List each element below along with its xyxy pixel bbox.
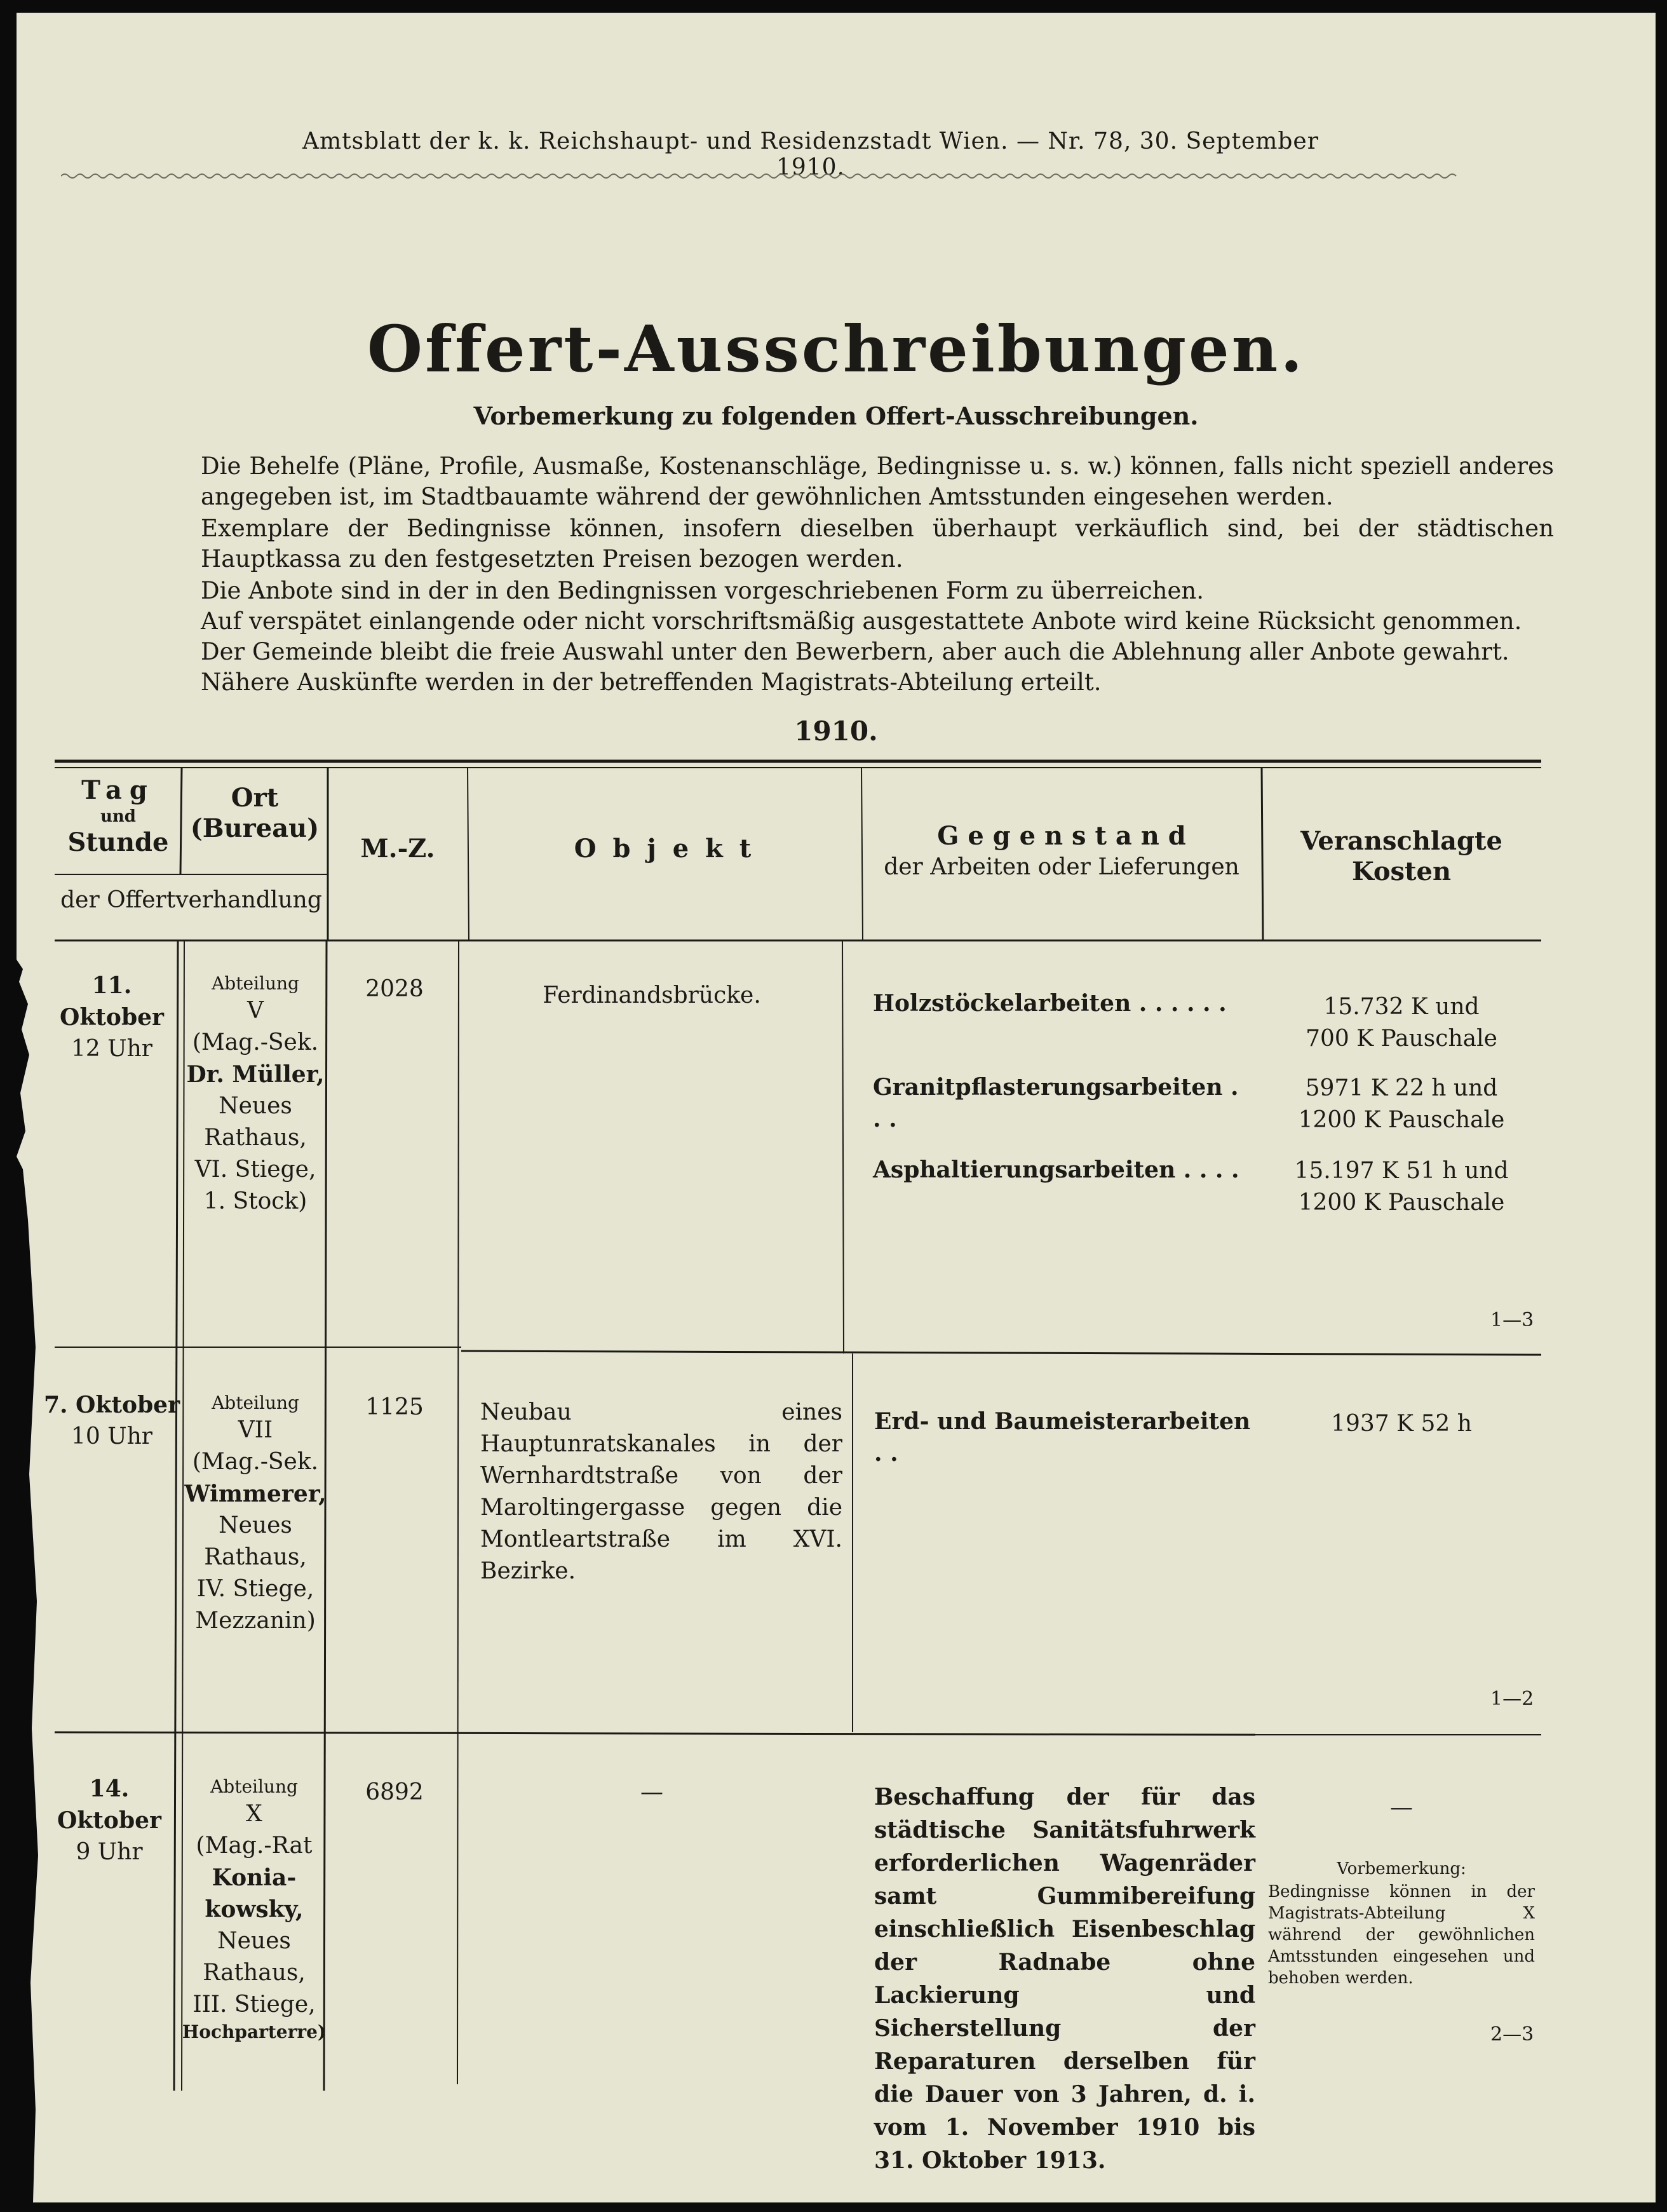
col-header-tag: Tag und Stunde (67, 775, 169, 857)
row2-ref: 1—2 (1490, 1688, 1534, 1710)
col-header-gegenstand: G e g e n s t a n d der Arbeiten oder Lieferungen (884, 821, 1239, 880)
row3-cost: — (1390, 1795, 1413, 1821)
col-header-kosten: Veranschlagte Kosten (1300, 826, 1502, 886)
row2-objekt: Neubau eines Hauptunratskanales in der Wernhardtstraße von der Maroltingergasse gegen die Montleartstraße im XVI. Bezirke. (480, 1399, 842, 1584)
intro-paragraph-5: Der Gemeinde bleibt die freie Auswahl unter den Bewerbern, aber auch die Ablehnung aller Anbote gewahrt. (201, 638, 1509, 665)
intro-paragraph-3: Die Anbote sind in der in den Bedingnissen vorgeschriebenen Form zu überreichen. (201, 577, 1204, 604)
row3-note-title: Vorbemerkung: (1337, 1859, 1466, 1878)
row3-office: Abteilung X (Mag.-Rat Konia- kowsky, Neues Rathaus, III. Stiege, Hochparterre) (182, 1776, 327, 2042)
intro-paragraph-4: Auf verspätet einlangende oder nicht vorschriftsmäßig ausgestattete Anbote wird keine Rücksicht genommen. (201, 607, 1522, 635)
row2-mz: 1125 (365, 1394, 424, 1420)
intro-paragraph-2: Exemplare der Bedingnisse können, insofern dieselben überhaupt verkäuflich sind, bei der städtischen Hauptkassa zu den festgesetzten Preisen bezogen werden. (201, 515, 1554, 573)
page-subtitle: Vorbemerkung zu folgenden Offert-Ausschreibungen. (473, 402, 1199, 430)
gazette-header: Amtsblatt der k. k. Reichshaupt- und Residenzstadt Wien. — Nr. 78, 30. September 1910. (302, 128, 1319, 180)
row1-ref: 1—3 (1490, 1309, 1534, 1331)
row2-office: Abteilung VII (Mag.-Sek. Wimmerer, Neues Rathaus, IV. Stiege, Mezzanin) (184, 1392, 327, 1634)
document-page (17, 13, 1656, 2202)
row2-item: Erd- und Baumeisterarbeiten . . (874, 1408, 1251, 1467)
table-year: 1910. (794, 716, 878, 747)
row2-date: 7. Oktober 10 Uhr (43, 1392, 180, 1449)
row1-cost-1: 15.732 K und 700 K Pauschale (1306, 994, 1497, 1052)
row3-item: Beschaffung der für das städtische Sanitätsfuhrwerk erforderlichen Wagenräder samt Gummibereifung einschließlich Eisenbeschlag der Radnabe ohne Lackierung und Sicherstellung der Reparaturen derselben für die Dauer von 3 Jahren, d. i. vom 1. November 1910 bis 31. Oktober 1913. (874, 1784, 1255, 2174)
row3-date: 14. Oktober 9 Uhr (57, 1775, 161, 1865)
row1-item-2: Granitpflasterungsarbeiten . . . (873, 1074, 1239, 1132)
row1-cost-2: 5971 K 22 h und 1200 K Pauschale (1298, 1075, 1505, 1133)
col-header-objekt: O b j e k t (574, 834, 755, 864)
row1-item-1: Holzstöckelarbeiten . . . . . . (873, 990, 1227, 1017)
row3-note: Bedingnisse können in der Magistrats-Abteilung X während der gewöhnlichen Amtsstunden eingesehen und behoben werden. (1268, 1882, 1535, 1988)
col-header-ort: Ort (Bureau) (190, 783, 320, 843)
row2-cost: 1937 K 52 h (1331, 1411, 1472, 1437)
page-title: Offert-Ausschreibungen. (367, 311, 1306, 386)
row1-item-3: Asphaltierungsarbeiten . . . . (873, 1157, 1239, 1183)
row3-objekt: — (640, 1779, 663, 1805)
intro-paragraph-6: Nähere Auskünfte werden in der betreffenden Magistrats-Abteilung erteilt. (201, 668, 1102, 696)
col-header-mz: M.-Z. (360, 834, 435, 864)
col-header-offert: der Offertverhandlung (60, 887, 322, 913)
row1-objekt: Ferdinandsbrücke. (543, 982, 761, 1008)
intro-paragraph-1: Die Behelfe (Pläne, Profile, Ausmaße, Kostenanschläge, Bedingnisse u. s. w.) können, falls nicht speziell anderes angegeben ist, im Stadtbauamte während der gewöhnlichen Amtsstunden eingesehen werden. (201, 452, 1554, 510)
row1-date: 11. Oktober 12 Uhr (60, 972, 164, 1062)
row1-cost-3: 15.197 K 51 h und 1200 K Pauschale (1294, 1158, 1509, 1216)
row3-ref: 2—3 (1490, 2023, 1534, 2046)
row1-mz: 2028 (365, 976, 424, 1002)
row3-mz: 6892 (365, 1779, 424, 1805)
row1-office: Abteilung V (Mag.-Sek. Dr. Müller, Neues Rathaus, VI. Stiege, 1. Stock) (186, 973, 325, 1214)
